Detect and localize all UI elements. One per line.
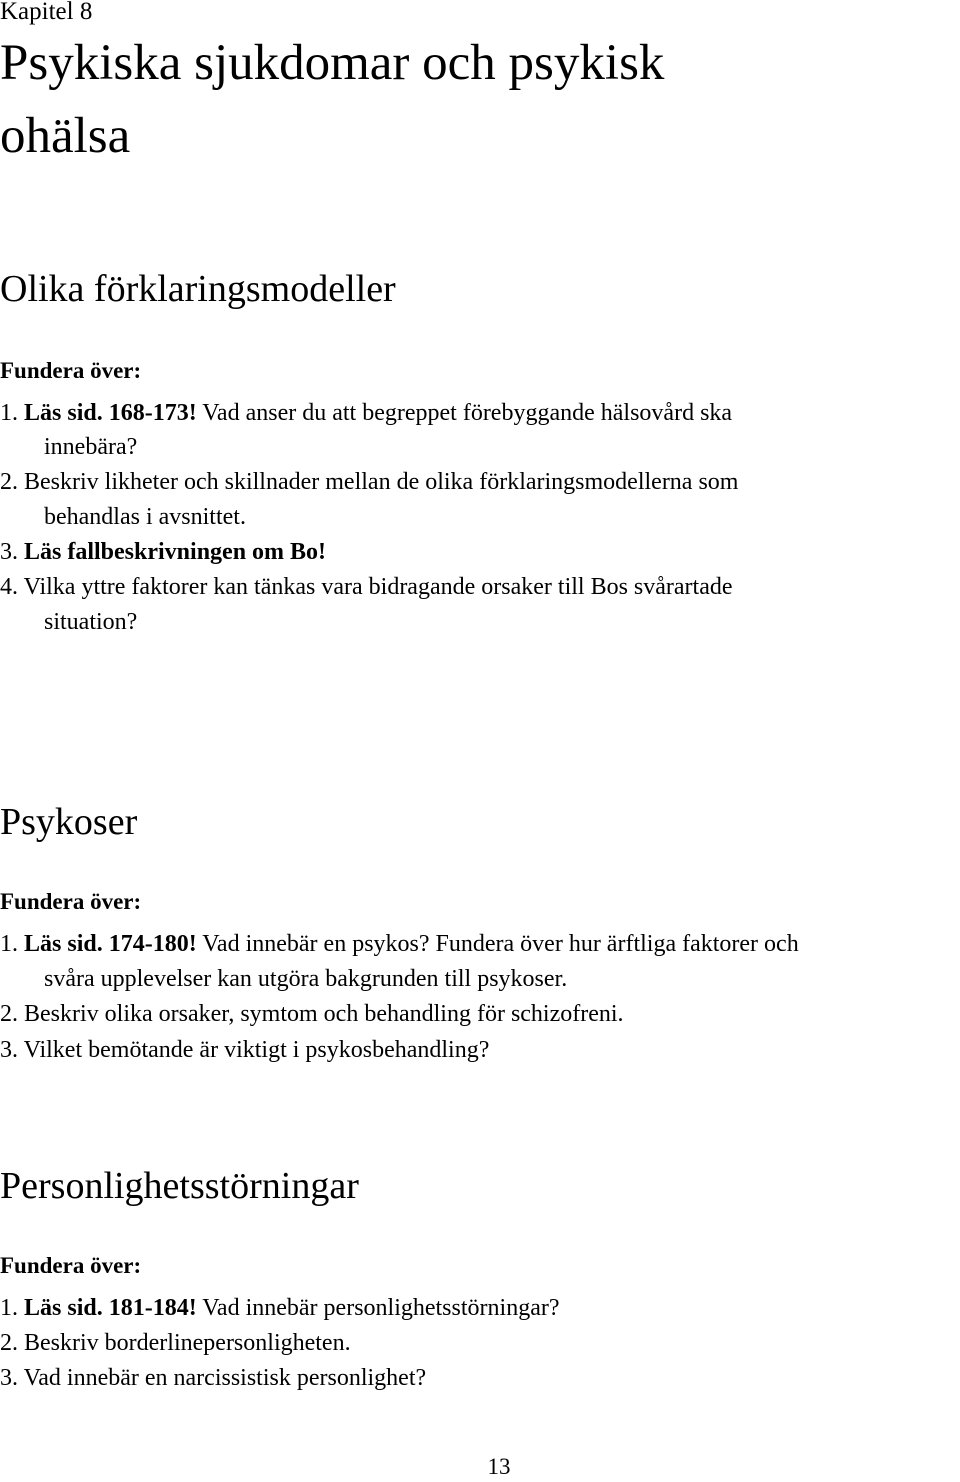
question-reading-instruction: Läs sid. 174-180!: [24, 931, 197, 957]
prompt-label: Fundera över:: [0, 889, 142, 914]
page-title-line-2: ohälsa: [0, 108, 131, 164]
question-text: Vad innebär en psykos? Fundera över hur ärftliga faktorer och: [196, 931, 799, 957]
question-reading-instruction: Läs sid. 168-173!: [24, 400, 197, 426]
question-item-2: [0, 465, 738, 499]
question-number: 3.: [0, 1037, 18, 1063]
question-number: 2.: [0, 1001, 18, 1027]
question-continuation: svåra upplevelser kan utgöra bakgrunden till psykoser.: [44, 966, 568, 992]
prompt-label: Fundera över:: [0, 358, 142, 383]
question-number: 4.: [0, 574, 18, 600]
question-item-3: [0, 1361, 426, 1395]
question-text: Beskriv borderlinepersonligheten.: [24, 1330, 351, 1356]
question-text: Beskriv likheter och skillnader mellan de olika förklaringsmodellerna som: [24, 469, 739, 495]
question-number: 1.: [0, 931, 18, 957]
question-continuation: behandlas i avsnittet.: [44, 504, 246, 530]
question-item-3: [0, 535, 326, 569]
question-text: Vilka yttre faktorer kan tänkas vara bidragande orsaker till Bos svårartade: [23, 574, 733, 600]
question-continuation: situation?: [44, 609, 138, 635]
question-text: Vad anser du att begreppet förebyggande hälsovård ska: [196, 400, 733, 426]
page-number: 13: [487, 1454, 511, 1479]
section-heading: Personlighetsstörningar: [0, 1165, 359, 1207]
question-number: 2.: [0, 1330, 18, 1356]
question-text: Vilket bemötande är viktigt i psykosbehandling?: [23, 1037, 490, 1063]
question-text: Vad innebär en narcissistisk personlighet?: [23, 1365, 427, 1391]
page-title-line-1: Psykiska sjukdomar och psykisk: [0, 35, 665, 91]
question-reading-instruction: Läs fallbeskrivningen om Bo!: [24, 539, 327, 565]
prompt-label: Fundera över:: [0, 1253, 142, 1278]
question-number: 1.: [0, 1295, 18, 1321]
question-number: 1.: [0, 400, 18, 426]
question-item-4: [0, 570, 733, 604]
question-continuation: innebära?: [44, 434, 138, 460]
question-item-1: [0, 396, 732, 430]
question-item-2: [0, 1326, 351, 1360]
question-item-2: [0, 997, 624, 1031]
question-reading-instruction: Läs sid. 181-184!: [24, 1295, 197, 1321]
question-text: Beskriv olika orsaker, symtom och behandling för schizofreni.: [24, 1001, 624, 1027]
section-heading: Olika förklaringsmodeller: [0, 268, 396, 310]
question-item-3: [0, 1033, 489, 1067]
question-text: Vad innebär personlighetsstörningar?: [196, 1295, 560, 1321]
section-heading: Psykoser: [0, 801, 138, 843]
question-item-1: [0, 1291, 560, 1325]
question-number: 2.: [0, 469, 18, 495]
question-item-1: [0, 927, 799, 961]
question-number: 3.: [0, 539, 18, 565]
question-number: 3.: [0, 1365, 18, 1391]
chapter-label: Kapitel 8: [0, 0, 93, 25]
